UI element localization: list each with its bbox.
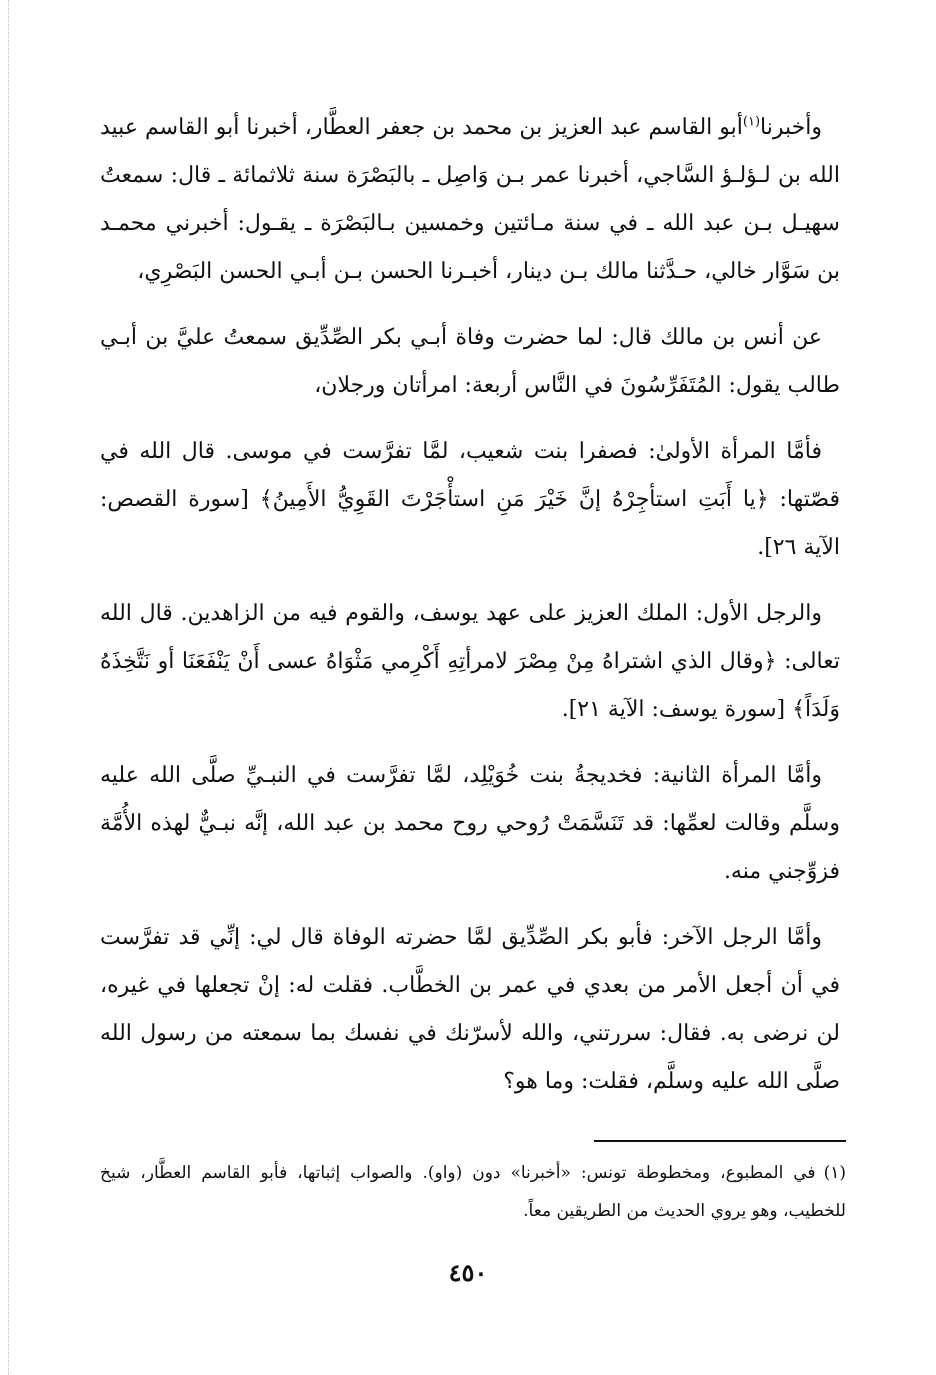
paragraph-second-man: وأمَّا الرجل الآخر: فأبو بكر الصِّدِّيق لمَّا حضرته الوفاة قال لي: إنِّي قد تفرَّست في أن أجعل الأمر من بعدي في عمر بن الخطَّاب. فقلت له: إنْ تجعلها في غيره، لن نرضى به. فقال: سررتني، والله لأسرّنك في نفسك بما سمعته من رسول الله صلَّى الله عليه وسلَّم، فقلت: وما هو؟ xyxy=(100,925,840,1094)
paragraph-isnad xyxy=(100,104,840,296)
footnote-text: في المطبوع، ومخطوطة تونس: «أخبرنا» دون (واو). والصواب إثباتها، فأبو القاسم العطَّار، شيخ للخطيب، وهو يروي الحديث من الطريقين معاً. xyxy=(100,1163,846,1221)
paragraph-second-woman: وأمَّا المرأة الثانية: فخديجةُ بنت خُوَيْلِد، لمَّا تفرَّست في النبـيِّ صلَّى الله عليه وسلَّم وقالت لعمِّها: قد تَنَسَّمَتْ رُوحي روح محمد بن عبد الله، إنَّه نبـيٌّ لهذه الأُمَّة فزوِّجني منه. xyxy=(100,763,840,884)
footnote xyxy=(100,1154,846,1230)
footnote-divider xyxy=(594,1140,846,1142)
main-text xyxy=(100,104,840,1124)
footnote-marker: (١) xyxy=(742,114,761,130)
paragraph-first-man: والرجل الأول: الملك العزيز على عهد يوسف، والقوم فيه من الزاهدين. قال الله تعالى: ﴿وقال الذي اشتراهُ مِنْ مِصْرَ لامرأتِهِ أَكْرِمي مَثْوَاهُ عسى أَنْ يَنْفَعَنَا أو نَتَّخِذَهُ وَلَدَاً﴾ [سورة يوسف: الآية ٢١]. xyxy=(100,601,840,722)
paragraph-isnad-start: وأخبرنا xyxy=(760,115,822,140)
page-fold-line xyxy=(8,0,9,1375)
paragraph-anas: عن أنس بن مالك قال: لما حضرت وفاة أبـي بكر الصِّدِّيق سمعتُ عليَّ بن أبـي طالب يقول: المُتَفَرِّسُونَ في النَّاس أربعة: امرأتان ورجلان، xyxy=(100,325,840,398)
page-number: ٤٥٠ xyxy=(448,1258,488,1287)
footnote-number: (١) xyxy=(823,1163,846,1183)
paragraph-first-woman: فأمَّا المرأة الأولىٰ: فصفرا بنت شعيب، لمَّا تفرَّست في موسى. قال الله في قصّتها: ﴿يا أَبَتِ استأجِرْهُ إنَّ خَيْرَ مَنِ استأْجَرْتَ القَوِيُّ الأَمِينُ﴾ [سورة القصص: الآية ٢٦]. xyxy=(100,439,840,560)
paragraph-isnad-body: أبو القاسم عبد العزيز بن محمد بن جعفر العطَّار، أخبرنا أبو القاسم عبيد الله بن لـؤلـؤ السَّاجي، أخبرنا عمر بـن وَاصِل ـ بالبَصْرَة سنة ثلاثمائة ـ قال: سمعتُ سهيـل بـن عبد الله ـ في سنة مـائتين وخمسين بـالبَصْرَة ـ يقـول: أخبرني محمـد بن سَوَّار خالي، حـدَّثنا مالك بـن دينار، أخبـرنا الحسن بـن أبـي الحسن البَصْرِي، xyxy=(100,115,840,284)
